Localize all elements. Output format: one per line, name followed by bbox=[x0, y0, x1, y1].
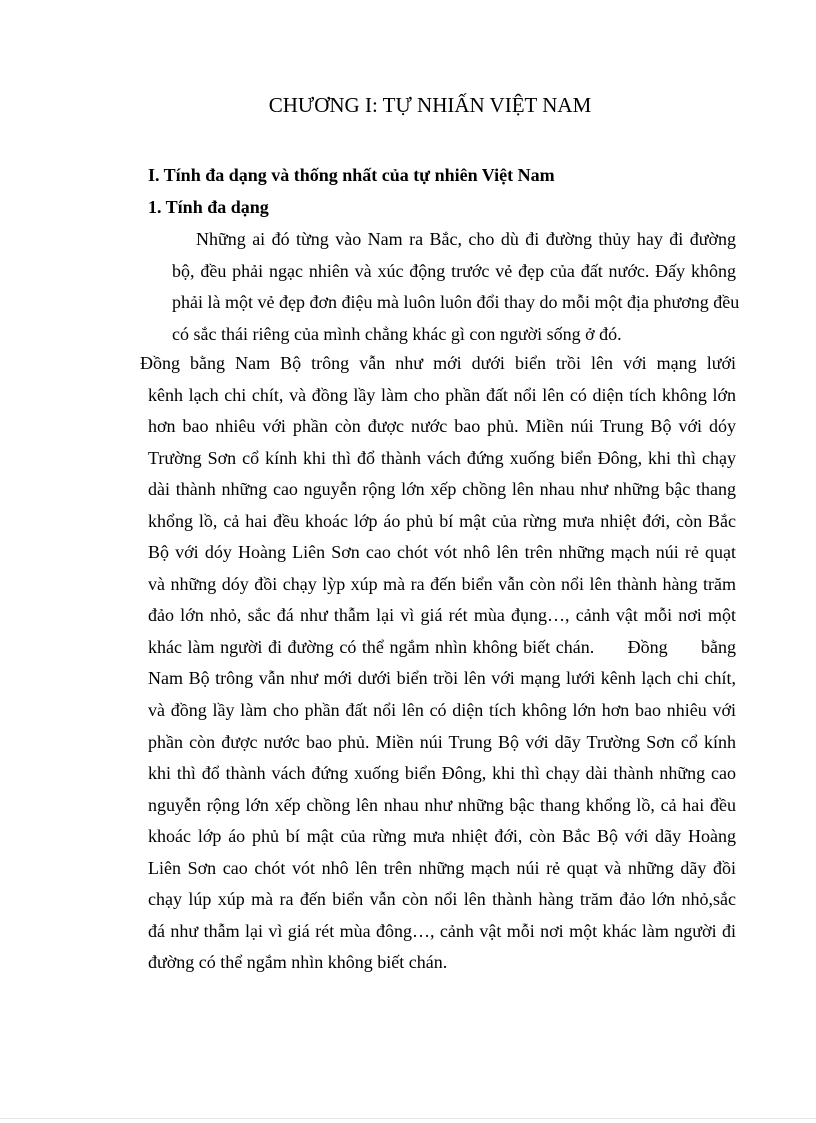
paragraph-line: Đồng bằng Nam Bộ trông vẫn như mới dưới biển trồi lên với mạng lưới bbox=[140, 353, 736, 373]
paragraph-line: hơn bao nhiêu với phần còn được nước bao phủ. Miền núi Trung Bộ với dóy bbox=[148, 416, 736, 437]
section-heading: I. Tính đa dạng và thống nhất của tự nhiên Việt Nam bbox=[148, 165, 555, 185]
paragraph-line: Nam Bộ trông vẫn như mới dưới biển trồi lên với mạng lưới kênh lạch chi chít, bbox=[148, 668, 736, 689]
paragraph-line: khi thì đổ thành vách đứng xuống biển Đông, khi thì chạy dài thành những cao bbox=[148, 763, 736, 784]
paragraph-line: khoác lớp áo phủ bí mật của rừng mưa nhiệt đới, còn Bắc Bộ với dãy Hoàng bbox=[148, 826, 736, 847]
paragraph-line: kênh lạch chi chít, và đồng lầy làm cho phần đất nổi lên có diện tích không lớn bbox=[148, 384, 736, 405]
paragraph-line: Trường Sơn cổ kính khi thì đổ thành vách đứng xuống biển Đông, khi thì chạy bbox=[148, 447, 736, 468]
paragraph-intro bbox=[148, 224, 740, 350]
paragraph-line: dài thành những cao nguyễn rộng lớn xếp chồng lên nhau như những bậc thang bbox=[148, 479, 736, 500]
paragraph-line: khác làm người đi đường có thể ngắm nhìn không biết chán. Đồng bằng bbox=[148, 636, 736, 657]
paragraph-body bbox=[140, 348, 736, 979]
paragraph-line: và những dóy đồi chạy lỳp xúp mà ra đến biển vẫn còn nổi lên thành hàng trăm bbox=[148, 573, 736, 594]
subsection-heading: 1. Tính đa dạng bbox=[148, 197, 269, 217]
paragraph-line: phần còn được nước bao phủ. Miền núi Trung Bộ với dãy Trường Sơn cổ kính bbox=[148, 731, 736, 752]
paragraph-line: nguyễn rộng lớn xếp chồng lên nhau như những bậc thang khổng lồ, cả hai đều bbox=[148, 794, 736, 815]
paragraph-line: Liên Sơn cao chót vót nhô lên trên những mạch núi rẻ quạt và những dãy đồi bbox=[148, 857, 736, 878]
paragraph-line: khổng lồ, cả hai đều khoác lớp áo phủ bí mật của rừng mưa nhiệt đới, còn Bắc bbox=[148, 510, 736, 531]
paragraph-line: và đồng lầy làm cho phần đất nổi lên có diện tích không lớn hơn bao nhiêu với bbox=[148, 700, 736, 721]
paragraph-line: phải là một vẻ đẹp đơn điệu mà luôn luôn đổi thay do mỗi một địa phương đều bbox=[172, 292, 740, 313]
paragraph-line: Những ai đó từng vào Nam ra Bắc, cho dù đi đường thủy hay đi đường bbox=[196, 229, 736, 249]
paragraph-line: chạy lúp xúp mà ra đến biển vẫn còn nổi lên thành hàng trăm đảo lớn nhỏ,sắc bbox=[148, 889, 736, 910]
paragraph-line: bộ, đều phải ngạc nhiên và xúc động trước vẻ đẹp của đất nước. Đấy không bbox=[172, 260, 736, 281]
paragraph-line: có sắc thái riêng của mình chẳng khác gì con người sống ở đó. bbox=[172, 323, 622, 344]
paragraph-line: đá như thẫm lại vì giá rét mùa đông…, cảnh vật mỗi nơi một khác làm người đi bbox=[148, 920, 736, 941]
paragraph-line: đường có thể ngắm nhìn không biết chán. bbox=[148, 952, 448, 973]
paragraph-line: đảo lớn nhỏ, sắc đá như thẫm lại vì giá rét mùa đụng…, cảnh vật mỗi nơi một bbox=[148, 605, 736, 626]
page-bottom-edge bbox=[0, 1118, 816, 1119]
paragraph-line: Bộ với dóy Hoàng Liên Sơn cao chót vót nhô lên trên những mạch núi rẻ quạt bbox=[148, 542, 736, 563]
chapter-title: CHƯƠNG I: TỰ NHIẤN VIỆT NAM bbox=[268, 93, 592, 117]
